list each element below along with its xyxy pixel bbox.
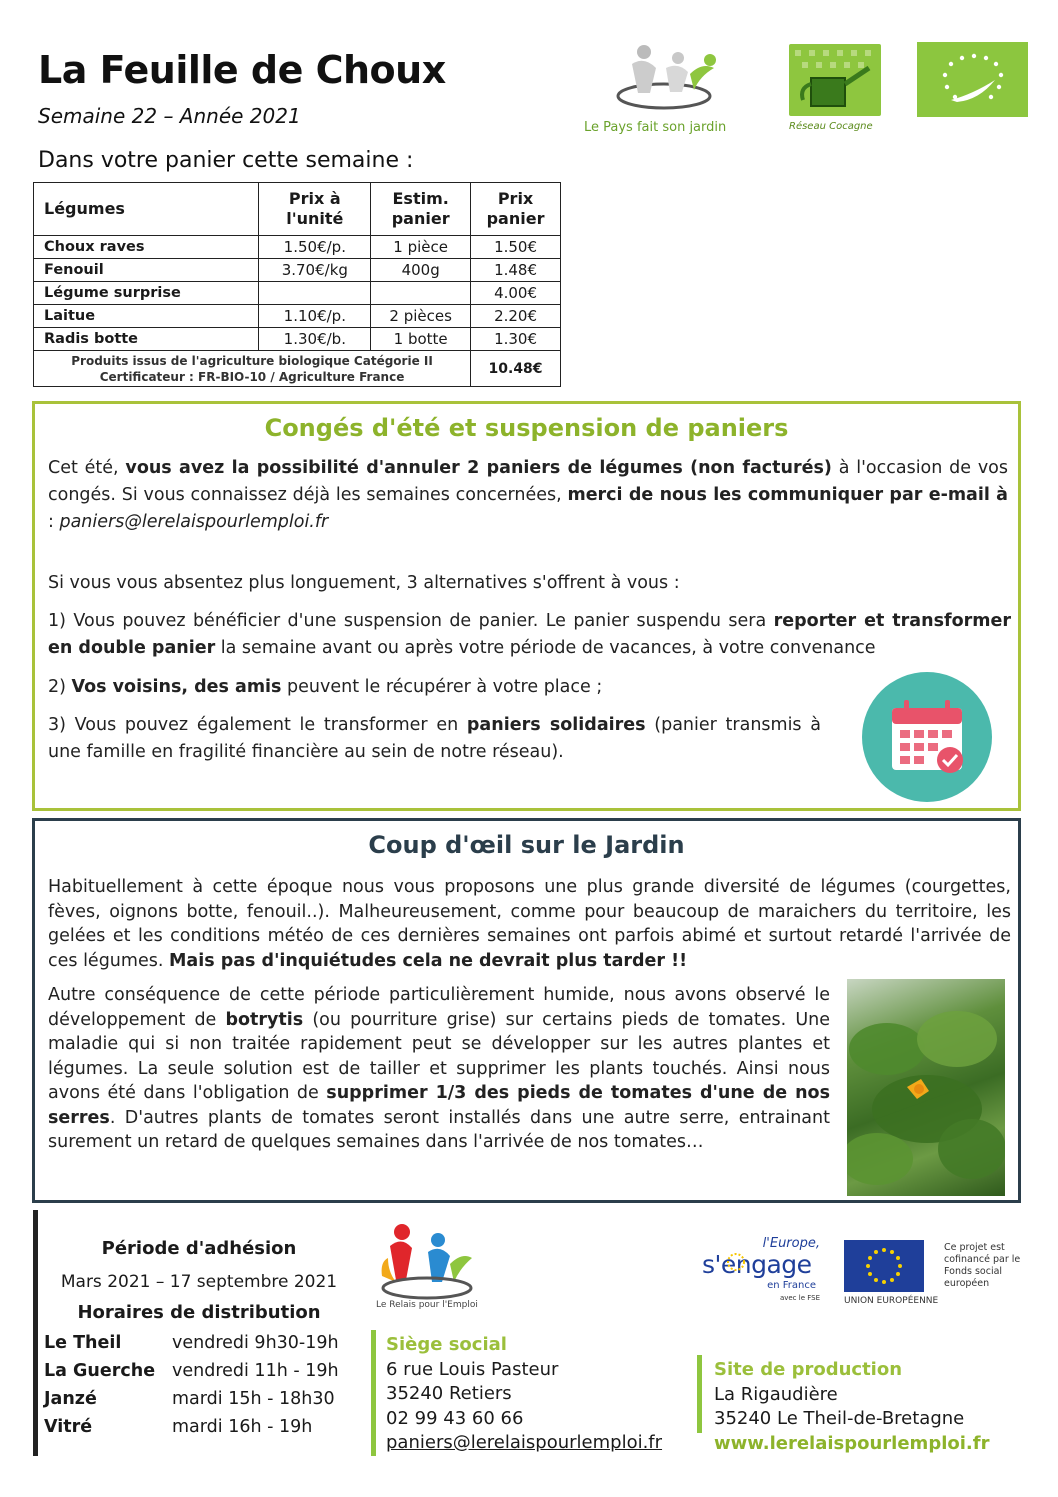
- basket-heading: Dans votre panier cette semaine :: [38, 148, 414, 173]
- europe-line-1: l'Europe,: [762, 1236, 820, 1251]
- distribution-list: [44, 1329, 354, 1441]
- town-name: Vitré: [44, 1417, 93, 1437]
- table-row: [34, 259, 561, 282]
- conges-paragraph-1: [48, 455, 1008, 536]
- adhesion-heading: Période d'adhésion: [101, 1238, 297, 1259]
- site-place: La Rigaudière: [714, 1383, 838, 1405]
- certification-note: [34, 351, 471, 387]
- unit-price: 1.10€/p.: [259, 305, 371, 328]
- adhesion-dates: Mars 2021 – 17 septembre 2021: [60, 1272, 338, 1292]
- jardin-section: [32, 818, 1021, 1203]
- siege-street: 6 rue Louis Pasteur: [386, 1358, 559, 1380]
- footer-divider-left: [33, 1210, 38, 1456]
- conges-email-link[interactable]: paniers@lerelaispourlemploi.fr: [59, 512, 329, 532]
- unit-price: [259, 282, 371, 305]
- conges-p1-bold: vous avez la possibilité d'annuler 2 paniers de légumes (non facturés): [125, 458, 832, 478]
- calendar-icon: [862, 672, 992, 802]
- conges-p1-bold-2: merci de nous les communiquer par e-mail à: [567, 485, 1008, 505]
- eu-flag-icon: [844, 1240, 924, 1292]
- europe-line-2: s'engage: [702, 1250, 812, 1279]
- estimate: 1 pièce: [371, 236, 471, 259]
- siege-heading: Siège social: [386, 1334, 507, 1355]
- site-city: 35240 Le Theil-de-Bretagne: [714, 1408, 965, 1429]
- unit-price: 1.50€/p.: [259, 236, 371, 259]
- distribution-time: mardi 16h - 19h: [172, 1417, 313, 1437]
- estimate: 2 pièces: [371, 305, 471, 328]
- relais-emploi-caption: Le Relais pour l'Emploi: [376, 1300, 478, 1310]
- europe-line-4: avec le FSE: [779, 1294, 820, 1302]
- conges-p5-bold: paniers solidaires: [466, 715, 646, 735]
- estimate: [371, 282, 471, 305]
- conges-p5-text: 3) Vous pouvez également le transformer en: [48, 715, 467, 735]
- table-row: [34, 236, 561, 259]
- conges-p1-text-3: :: [48, 512, 60, 532]
- jardin-p1-bold: Mais pas d'inquiétudes cela ne devrait plus tarder !!: [168, 950, 688, 971]
- distribution-heading: Horaires de distribution: [77, 1302, 321, 1323]
- veg-name: Radis botte: [34, 328, 259, 351]
- town-name: Janzé: [44, 1389, 97, 1409]
- distribution-time: vendredi 11h - 19h: [172, 1361, 339, 1381]
- conges-p5-text-2: (panier transmis à une famille en fragilité financière au sein de notre réseau).: [48, 715, 821, 762]
- table-row: [34, 282, 561, 305]
- newsletter-title: La Feuille de Choux: [38, 48, 446, 92]
- cofinancement-note: Ce projet est cofinancé par le Fonds social européen: [944, 1242, 1021, 1289]
- eu-caption: UNION EUROPÉENNE: [844, 1296, 939, 1306]
- list-item: [44, 1357, 354, 1385]
- eu-organic-leaf-logo: [917, 42, 1028, 117]
- reseau-cocagne-logo: [789, 44, 881, 116]
- conges-paragraph-2: Si vous vous absentez plus longuement, 3 alternatives s'offrent à vous :: [48, 573, 680, 593]
- town-name: Le Theil: [44, 1333, 122, 1353]
- jardin-p2-text-2: (ou pourriture grise) sur certains pieds de tomates. Une maladie qui si non traitée rapidement peut se développer sur les autres plantes et légumes. La seule solution est de tailler et supprimer les plants touchés. Ainsi nous avons été dans l'obligation de: [48, 1009, 830, 1103]
- footer-divider-site: [697, 1355, 702, 1433]
- basket-price-table: [33, 182, 561, 387]
- table-header-estimate: Estim. panier: [371, 183, 471, 236]
- conges-p4-bold: Vos voisins, des amis: [71, 677, 282, 697]
- unit-price: 1.30€/b.: [259, 328, 371, 351]
- table-footer-row: [34, 351, 561, 387]
- site-heading: Site de production: [714, 1359, 903, 1380]
- list-item: [44, 1329, 354, 1357]
- table-header-basket-price: Prix panier: [471, 183, 561, 236]
- zucchini-plant-photo: [847, 979, 1005, 1196]
- conges-p1-text-2: à l'occasion de vos congés. Si vous connaissez déjà les semaines concernées,: [48, 458, 1009, 505]
- veg-name: Fenouil: [34, 259, 259, 282]
- conges-paragraph-3: [48, 608, 1011, 662]
- distribution-time: mardi 15h - 18h30: [172, 1389, 335, 1409]
- conges-section: [32, 401, 1021, 811]
- siege-email-link[interactable]: paniers@lerelaispourlemploi.fr: [386, 1432, 663, 1453]
- jardin-title: Coup d'œil sur le Jardin: [368, 831, 685, 859]
- jardin-p2-text: Autre conséquence de cette période particulièrement humide, nous avons observé le développement de: [48, 985, 830, 1030]
- siege-city: 35240 Retiers: [386, 1383, 512, 1404]
- table-row: [34, 305, 561, 328]
- estimate: 1 botte: [371, 328, 471, 351]
- website-link[interactable]: www.lerelaispourlemploi.fr: [714, 1432, 990, 1454]
- footer-divider-siege: [371, 1330, 376, 1456]
- list-item: [44, 1413, 354, 1441]
- veg-name: Laitue: [34, 305, 259, 328]
- basket-price: 1.30€: [471, 328, 561, 351]
- week-label: Semaine 22 – Année 2021: [38, 104, 301, 128]
- table-header-unit-price: Prix à l'unité: [259, 183, 371, 236]
- basket-price: 1.48€: [471, 259, 561, 282]
- conges-p4-text-2: peuvent le récupérer à votre place ;: [281, 677, 603, 697]
- conges-title: Congés d'été et suspension de paniers: [264, 414, 789, 442]
- basket-price: 4.00€: [471, 282, 561, 305]
- jardin-p2-bold: botrytis: [225, 1009, 304, 1030]
- certification-line-2: Certificateur : FR-BIO-10 / Agriculture France: [99, 369, 405, 384]
- jardin-p2-text-3: . D'autres plants de tomates seront installés dans une autre serre, entrainant surement un retard de quelques semaines dans l'arrivée de nos tomates…: [48, 1107, 830, 1152]
- unit-price: 3.70€/kg: [259, 259, 371, 282]
- pays-jardin-caption: Le Pays fait son jardin: [584, 120, 727, 135]
- table-row: [34, 328, 561, 351]
- conges-p4-text: 2): [48, 677, 72, 697]
- veg-name: Choux raves: [34, 236, 259, 259]
- conges-p3-text: 1) Vous pouvez bénéficier d'une suspension de panier. Le panier suspendu sera: [48, 611, 774, 631]
- list-item: [44, 1385, 354, 1413]
- reseau-cocagne-caption: Réseau Cocagne: [789, 121, 873, 132]
- table-header-legumes: Légumes: [34, 183, 259, 236]
- europe-sengage-logo: [702, 1236, 820, 1306]
- estimate: 400g: [371, 259, 471, 282]
- veg-name: Légume surprise: [34, 282, 259, 305]
- europe-line-3: en France: [767, 1280, 816, 1291]
- basket-total: 10.48€: [471, 351, 561, 387]
- basket-price: 1.50€: [471, 236, 561, 259]
- conges-paragraph-5: [48, 712, 821, 766]
- jardin-paragraph-2: [48, 983, 830, 1155]
- siege-social-block: [386, 1333, 662, 1456]
- conges-p3-bold: reporter et transformer en double panier: [48, 611, 1011, 658]
- conges-p3-text-2: la semaine avant ou après votre période de vacances, à votre convenance: [215, 638, 876, 658]
- conges-p1-text: Cet été,: [48, 458, 126, 478]
- site-production-block: [714, 1358, 989, 1456]
- basket-price: 2.20€: [471, 305, 561, 328]
- jardin-p2-bold-2: supprimer 1/3 des pieds de tomates d'une de nos serres: [48, 1083, 830, 1128]
- jardin-p1-text: Habituellement à cette époque nous vous proposons une plus grande diversité de légumes (courgettes, fèves, oignons botte, fenouil..). Malheureusement, comme pour beaucoup de maraichers du territoire, les gelées et les conditions météo de ces dernières semaines ont parfois abimé et surtout retardé l'arrivée de ces légumes.: [48, 877, 1011, 971]
- jardin-paragraph-1: [48, 875, 1011, 973]
- certification-line-1: Produits issus de l'agriculture biologique Catégorie II: [71, 353, 433, 368]
- distribution-time: vendredi 9h30-19h: [172, 1333, 339, 1353]
- adhesion-distribution-block: [44, 1238, 354, 1441]
- siege-phone: 02 99 43 60 66: [386, 1407, 524, 1429]
- town-name: La Guerche: [44, 1361, 156, 1381]
